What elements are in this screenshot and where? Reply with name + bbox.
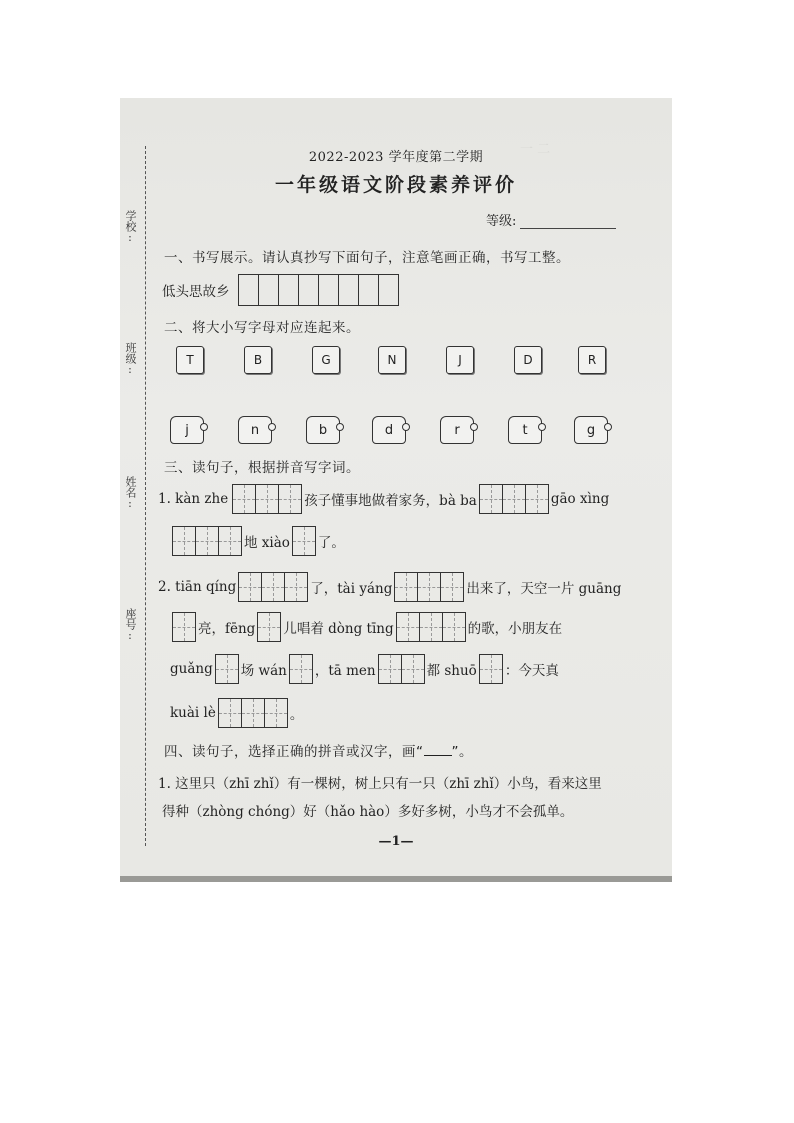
uppercase-card[interactable]: J (446, 346, 474, 374)
lowercase-card[interactable] (372, 416, 406, 444)
page-number: —1— (378, 834, 414, 849)
exam-title: 一年级语文阶段素养评价 (274, 174, 517, 196)
answer-grid[interactable] (378, 654, 425, 684)
binding-dashed-line (145, 146, 146, 846)
clasp-icon (538, 423, 546, 431)
uppercase-card[interactable]: G (312, 346, 340, 374)
side-label-school: 学校: (124, 210, 137, 244)
answer-grid[interactable] (479, 654, 503, 684)
clasp-icon (604, 423, 612, 431)
pinyin-text: kuài lè (170, 705, 216, 721)
grade-blank-line (520, 216, 616, 229)
lowercase-card[interactable] (574, 416, 608, 444)
side-label-seat-text: 座号 (124, 608, 137, 630)
side-label-seat: 座号: (124, 608, 137, 642)
uppercase-card[interactable]: D (514, 346, 542, 374)
side-label-class: 班级: (124, 342, 137, 376)
lowercase-letter: r (454, 422, 460, 438)
side-label-class-text: 班级 (124, 342, 137, 364)
sentence-text: 了，tài yáng (310, 581, 393, 597)
answer-grid[interactable] (479, 484, 549, 514)
copy-sentence: 低头思故乡 (162, 284, 230, 300)
lowercase-card[interactable] (238, 416, 272, 444)
sentence-text: 了。 (317, 535, 345, 551)
q2-line3 (170, 654, 559, 684)
lowercase-card[interactable] (440, 416, 474, 444)
answer-grid[interactable] (396, 612, 466, 642)
clasp-icon (402, 423, 410, 431)
sentence-text: 孩子懂事地做着家务，bà ba (304, 493, 477, 509)
sentence-text: 的歌，小朋友在 (467, 621, 563, 637)
section4-title-text: 四、读句子，选择正确的拼音或汉字，画“ (164, 744, 424, 760)
answer-grid[interactable] (292, 526, 316, 556)
photo-edge (120, 876, 672, 882)
lowercase-letter: g (586, 422, 596, 438)
school-year: 2022-2023 学年度第二学期 (308, 150, 484, 165)
grade-field (486, 210, 616, 229)
sentence-text: 都 shuō (426, 663, 477, 679)
uppercase-card[interactable]: B (244, 346, 272, 374)
grade-label: 等级: (486, 214, 517, 229)
section4-title (164, 740, 473, 760)
lowercase-letter: n (250, 422, 260, 438)
answer-grid[interactable] (232, 484, 302, 514)
answer-grid[interactable] (172, 612, 196, 642)
bleed-through-text: 一 二 (520, 142, 551, 157)
pinyin-text: 2. tiān qíng (158, 579, 237, 595)
sentence-text: 儿唱着 dòng tīng (283, 621, 394, 637)
section1-title: 一、书写展示。请认真抄写下面句子，注意笔画正确，书写工整。 (164, 250, 570, 266)
answer-grid[interactable] (238, 572, 308, 602)
section2-title: 二、将大小写字母对应连起来。 (164, 320, 360, 336)
answer-grid[interactable] (289, 654, 313, 684)
clasp-icon (200, 423, 208, 431)
sentence-text: ：今天真 (504, 663, 559, 679)
sentence-text: ，tā men (314, 663, 376, 679)
sentence-text: 场 wán (240, 663, 287, 679)
lowercase-letter: d (384, 422, 394, 438)
pinyin-text: guǎng (170, 661, 213, 677)
clasp-icon (470, 423, 478, 431)
pinyin-text: gāo xìng (550, 491, 610, 507)
writing-grid[interactable] (238, 274, 399, 306)
sentence-text: 地 xiào (244, 535, 290, 551)
clasp-icon (336, 423, 344, 431)
q1-line1 (158, 484, 609, 514)
underline-mark (424, 743, 452, 756)
q2-line2 (170, 612, 562, 642)
side-label-name-text: 姓名 (124, 476, 137, 498)
side-label-name: 姓名: (124, 476, 137, 510)
sentence-text: 出来了，天空一片 guāng (466, 581, 622, 597)
answer-grid[interactable] (172, 526, 242, 556)
lowercase-letter: j (185, 422, 189, 438)
clasp-icon (268, 423, 276, 431)
photo-of-exam-page (120, 98, 672, 882)
side-label-school-text: 学校 (124, 210, 137, 232)
q4-line2: 得种（zhòng chóng）好（hǎo hào）多好多树，小鸟才不会孤单。 (162, 804, 574, 820)
q1-line2 (170, 526, 345, 556)
lowercase-letter: b (318, 422, 328, 438)
q2-line4 (170, 698, 303, 728)
section3-title: 三、读句子，根据拼音写字词。 (164, 460, 360, 476)
q4-line1: 1. 这里只（zhī zhǐ）有一棵树，树上只有一只（zhī zhǐ）小鸟，看来这里 (158, 776, 602, 792)
uppercase-card[interactable]: R (578, 346, 606, 374)
lowercase-card[interactable] (508, 416, 542, 444)
q2-line1 (158, 572, 621, 602)
lowercase-card[interactable] (170, 416, 204, 444)
answer-grid[interactable] (394, 572, 464, 602)
section4-title-end: ”。 (451, 744, 473, 760)
answer-grid[interactable] (218, 698, 288, 728)
sentence-text: 亮，fēng (198, 621, 256, 637)
uppercase-card[interactable]: T (176, 346, 204, 374)
answer-grid[interactable] (215, 654, 239, 684)
lowercase-letter: t (522, 422, 528, 438)
answer-grid[interactable] (257, 612, 281, 642)
pinyin-text: 1. kàn zhe (158, 491, 229, 507)
uppercase-card[interactable]: N (378, 346, 406, 374)
section1-row (162, 274, 401, 306)
sentence-text: 。 (289, 707, 304, 723)
lowercase-card[interactable] (306, 416, 340, 444)
